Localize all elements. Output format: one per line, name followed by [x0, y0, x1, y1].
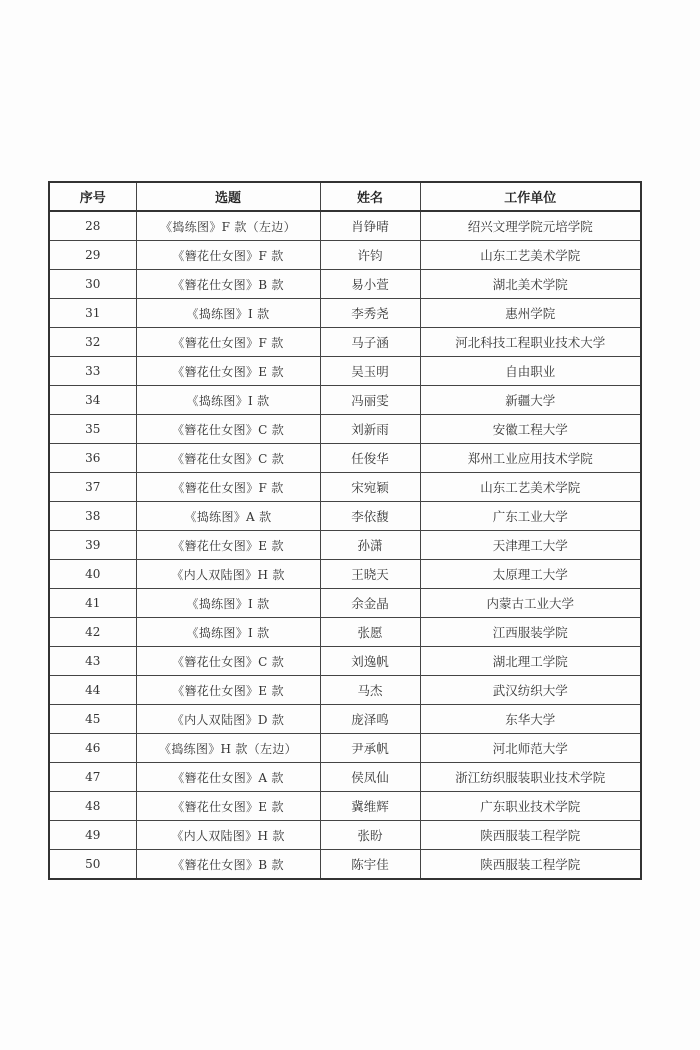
table-row: [49, 386, 641, 415]
cell-no: 48: [49, 792, 136, 821]
cell-topic: 《簪花仕女图》A 款: [136, 763, 320, 792]
cell-name: 侯凤仙: [320, 763, 420, 792]
cell-name: 马子涵: [320, 328, 420, 357]
cell-org: 惠州学院: [420, 299, 641, 328]
table-row: [49, 821, 641, 850]
cell-topic: 《簪花仕女图》C 款: [136, 415, 320, 444]
cell-org: 浙江纺织服装职业技术学院: [420, 763, 641, 792]
cell-topic: 《内人双陆图》H 款: [136, 821, 320, 850]
table-row: [49, 792, 641, 821]
cell-org: 陕西服装工程学院: [420, 850, 641, 880]
cell-no: 33: [49, 357, 136, 386]
cell-topic: 《捣练图》A 款: [136, 502, 320, 531]
cell-no: 46: [49, 734, 136, 763]
cell-name: 任俊华: [320, 444, 420, 473]
table-body: [49, 211, 641, 879]
cell-no: 45: [49, 705, 136, 734]
cell-no: 47: [49, 763, 136, 792]
cell-no: 29: [49, 241, 136, 270]
table-row: [49, 444, 641, 473]
cell-no: 50: [49, 850, 136, 880]
cell-topic: 《簪花仕女图》F 款: [136, 241, 320, 270]
table-row: [49, 241, 641, 270]
cell-no: 35: [49, 415, 136, 444]
header-no: 序号: [49, 182, 136, 211]
cell-org: 武汉纺织大学: [420, 676, 641, 705]
cell-org: 内蒙古工业大学: [420, 589, 641, 618]
cell-org: 湖北理工学院: [420, 647, 641, 676]
cell-no: 31: [49, 299, 136, 328]
header-name: 姓名: [320, 182, 420, 211]
cell-name: 张盼: [320, 821, 420, 850]
cell-topic: 《簪花仕女图》E 款: [136, 792, 320, 821]
table-row: [49, 618, 641, 647]
cell-name: 孙潇: [320, 531, 420, 560]
cell-name: 李秀尧: [320, 299, 420, 328]
cell-topic: 《簪花仕女图》C 款: [136, 647, 320, 676]
cell-topic: 《捣练图》I 款: [136, 386, 320, 415]
cell-name: 易小萱: [320, 270, 420, 299]
cell-org: 新疆大学: [420, 386, 641, 415]
table-row: [49, 473, 641, 502]
cell-name: 冀维辉: [320, 792, 420, 821]
cell-no: 28: [49, 211, 136, 241]
table-row: [49, 676, 641, 705]
table-row: [49, 560, 641, 589]
cell-no: 49: [49, 821, 136, 850]
cell-topic: 《簪花仕女图》F 款: [136, 473, 320, 502]
cell-org: 安徽工程大学: [420, 415, 641, 444]
cell-no: 41: [49, 589, 136, 618]
cell-name: 庞泽鸣: [320, 705, 420, 734]
table-row: [49, 357, 641, 386]
cell-topic: 《簪花仕女图》B 款: [136, 270, 320, 299]
table-row: [49, 734, 641, 763]
cell-name: 刘逸帆: [320, 647, 420, 676]
table-row: [49, 705, 641, 734]
cell-topic: 《内人双陆图》D 款: [136, 705, 320, 734]
cell-topic: 《簪花仕女图》C 款: [136, 444, 320, 473]
cell-name: 宋宛颖: [320, 473, 420, 502]
cell-name: 冯丽雯: [320, 386, 420, 415]
cell-topic: 《簪花仕女图》E 款: [136, 357, 320, 386]
cell-org: 河北师范大学: [420, 734, 641, 763]
cell-org: 太原理工大学: [420, 560, 641, 589]
cell-org: 陕西服装工程学院: [420, 821, 641, 850]
cell-topic: 《簪花仕女图》E 款: [136, 676, 320, 705]
cell-org: 绍兴文理学院元培学院: [420, 211, 641, 241]
cell-name: 许钧: [320, 241, 420, 270]
roster-table: [48, 181, 642, 880]
cell-name: 尹承帆: [320, 734, 420, 763]
cell-name: 刘新雨: [320, 415, 420, 444]
cell-topic: 《捣练图》I 款: [136, 299, 320, 328]
cell-no: 42: [49, 618, 136, 647]
cell-org: 东华大学: [420, 705, 641, 734]
table-row: [49, 328, 641, 357]
cell-no: 39: [49, 531, 136, 560]
cell-no: 34: [49, 386, 136, 415]
cell-org: 湖北美术学院: [420, 270, 641, 299]
cell-org: 广东职业技术学院: [420, 792, 641, 821]
cell-no: 30: [49, 270, 136, 299]
cell-org: 山东工艺美术学院: [420, 241, 641, 270]
cell-topic: 《捣练图》H 款（左边）: [136, 734, 320, 763]
cell-no: 32: [49, 328, 136, 357]
cell-no: 43: [49, 647, 136, 676]
cell-name: 陈宇佳: [320, 850, 420, 880]
table-row: [49, 850, 641, 880]
table-header-row: [49, 182, 641, 211]
cell-name: 肖铮晴: [320, 211, 420, 241]
cell-name: 马杰: [320, 676, 420, 705]
cell-org: 江西服装学院: [420, 618, 641, 647]
table-row: [49, 589, 641, 618]
cell-no: 37: [49, 473, 136, 502]
cell-no: 36: [49, 444, 136, 473]
cell-name: 余金晶: [320, 589, 420, 618]
header-topic: 选题: [136, 182, 320, 211]
cell-org: 自由职业: [420, 357, 641, 386]
cell-topic: 《捣练图》I 款: [136, 589, 320, 618]
cell-topic: 《簪花仕女图》B 款: [136, 850, 320, 880]
cell-org: 河北科技工程职业技术大学: [420, 328, 641, 357]
table-row: [49, 270, 641, 299]
cell-name: 李依馥: [320, 502, 420, 531]
table-row: [49, 211, 641, 241]
cell-topic: 《捣练图》I 款: [136, 618, 320, 647]
table-row: [49, 531, 641, 560]
table-row: [49, 647, 641, 676]
table-row: [49, 763, 641, 792]
cell-no: 38: [49, 502, 136, 531]
cell-name: 张愿: [320, 618, 420, 647]
table-row: [49, 299, 641, 328]
cell-org: 广东工业大学: [420, 502, 641, 531]
cell-org: 山东工艺美术学院: [420, 473, 641, 502]
cell-no: 40: [49, 560, 136, 589]
table-row: [49, 502, 641, 531]
cell-name: 王晓天: [320, 560, 420, 589]
cell-org: 郑州工业应用技术学院: [420, 444, 641, 473]
cell-no: 44: [49, 676, 136, 705]
table-row: [49, 415, 641, 444]
header-org: 工作单位: [420, 182, 641, 211]
cell-topic: 《簪花仕女图》F 款: [136, 328, 320, 357]
cell-topic: 《内人双陆图》H 款: [136, 560, 320, 589]
cell-topic: 《捣练图》F 款（左边）: [136, 211, 320, 241]
cell-name: 吴玉明: [320, 357, 420, 386]
cell-topic: 《簪花仕女图》E 款: [136, 531, 320, 560]
cell-org: 天津理工大学: [420, 531, 641, 560]
